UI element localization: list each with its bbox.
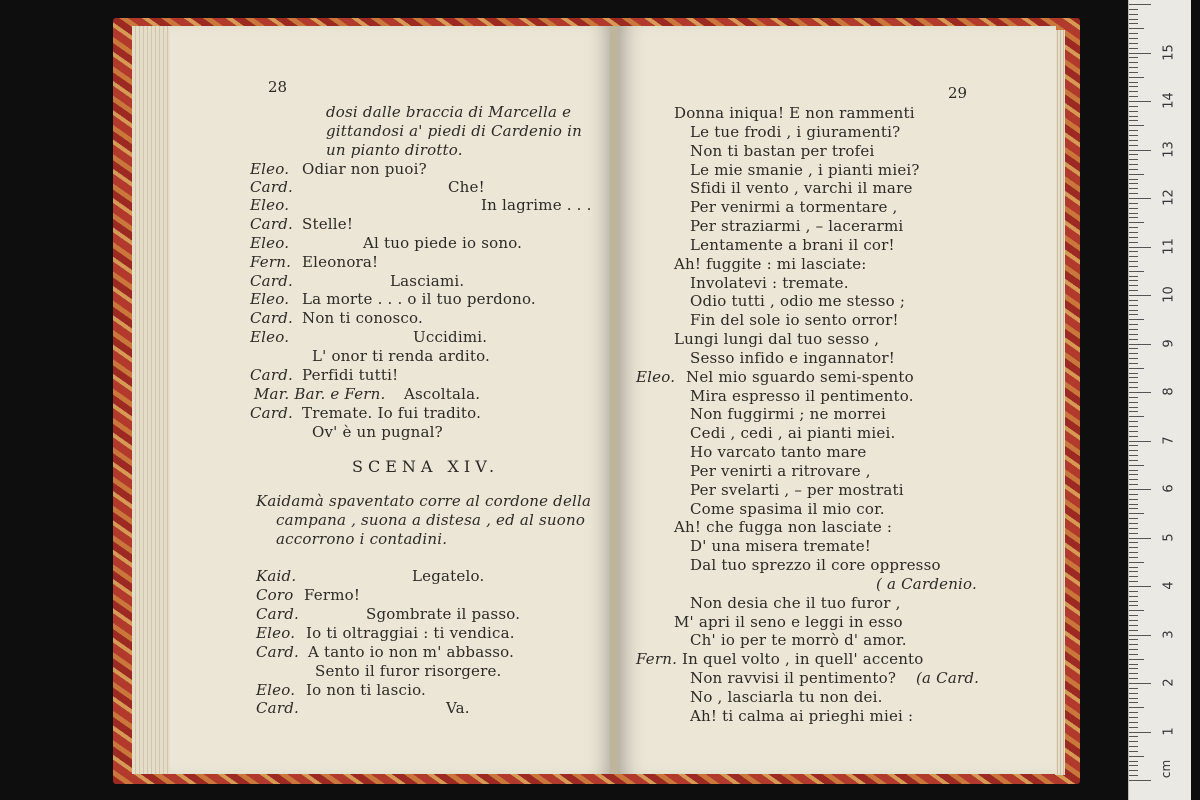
ruler-number: 4: [1161, 581, 1177, 590]
ruler-number: 3: [1161, 629, 1177, 639]
ruler-tick: [1129, 266, 1138, 267]
ruler-number: 9: [1161, 338, 1177, 348]
ruler-tick: [1129, 736, 1138, 737]
ruler-tick: [1129, 373, 1138, 374]
speaker-label: Eleo.: [250, 290, 290, 308]
page-number-left: 28: [268, 78, 288, 96]
ruler-number: 8: [1161, 387, 1177, 396]
verse-line: Ho varcato tanto mare: [690, 443, 867, 461]
verse-line: Dal tuo sprezzo il core oppresso: [690, 556, 941, 574]
ruler-tick: [1129, 82, 1138, 83]
dialogue-line: Eleonora!: [302, 253, 379, 271]
ruler-tick: [1129, 664, 1138, 665]
ruler-tick: [1129, 552, 1138, 553]
verse-line: Non ti bastan per trofei: [690, 142, 875, 160]
speaker-label: Card.: [250, 366, 293, 384]
ruler-tick: [1129, 732, 1151, 733]
ruler-tick: [1129, 101, 1151, 102]
verse-line: Per venirti a ritrovare ,: [690, 462, 871, 480]
verse-line: Le tue frodi , i giuramenti?: [690, 123, 901, 141]
dialogue-line: Sgombrate il passo.: [366, 605, 521, 623]
ruler-tick: [1129, 96, 1138, 97]
ruler-tick: [1129, 150, 1151, 151]
dialogue-line: Va.: [446, 699, 470, 717]
verse-line: Fin del sole io sento orror!: [690, 311, 899, 329]
ruler-tick: [1129, 57, 1138, 58]
aside-direction: (a Card.: [916, 669, 980, 687]
ruler-tick: [1129, 300, 1138, 301]
ruler-tick: [1129, 765, 1138, 766]
dialogue-line: L' onor ti renda ardito.: [312, 347, 491, 365]
ruler-tick: [1129, 247, 1151, 248]
ruler-tick: [1129, 169, 1138, 170]
ruler-tick: [1129, 649, 1138, 650]
ruler-tick: [1129, 271, 1144, 272]
dialogue-line: Sento il furor risorgere.: [315, 662, 502, 680]
ruler-tick: [1129, 290, 1138, 291]
ruler-tick: [1129, 329, 1138, 330]
ruler-tick: [1129, 499, 1138, 500]
ruler-tick: [1129, 106, 1138, 107]
ruler-tick: [1129, 693, 1138, 694]
speaker-label: Card.: [250, 178, 293, 196]
ruler-number: 2: [1161, 678, 1177, 687]
verse-line: M' apri il seno e leggi in esso: [674, 613, 903, 631]
ruler-tick: [1129, 411, 1138, 412]
verse-line: Odio tutti , odio me stesso ;: [690, 292, 906, 310]
dialogue-line: In lagrime . . .: [481, 196, 592, 214]
scene-heading: SCENA XIV.: [352, 457, 500, 476]
right-page: [618, 26, 1056, 774]
ruler-tick: [1129, 581, 1138, 582]
dialogue-line: Fermo!: [304, 586, 361, 604]
ruler-number: 7: [1161, 435, 1177, 445]
speaker-label: Card.: [250, 215, 293, 233]
ruler-tick: [1129, 518, 1138, 519]
dialogue-line: Ov' è un pugnal?: [312, 423, 443, 441]
dialogue-line: Legatelo.: [412, 567, 485, 585]
ruler-tick: [1129, 237, 1138, 238]
ruler-tick: [1129, 460, 1138, 461]
dialogue-line: Non ti conosco.: [302, 309, 423, 327]
ruler-tick: [1129, 620, 1138, 621]
dialogue-line: Io ti oltraggiai : ti vendica.: [306, 624, 515, 642]
dialogue-line: Stelle!: [302, 215, 354, 233]
ruler-tick: [1129, 591, 1138, 592]
verse-line: Nel mio sguardo semi-spento: [686, 368, 914, 386]
ruler-tick: [1129, 358, 1138, 359]
verse-line: Cedi , cedi , ai pianti miei.: [690, 424, 896, 442]
dialogue-line: Che!: [448, 178, 485, 196]
ruler-tick: [1129, 513, 1144, 514]
ruler-tick: [1129, 213, 1138, 214]
aside-direction: ( a Cardenio.: [876, 575, 977, 593]
ruler-number: 15: [1161, 43, 1177, 61]
ruler-tick: [1129, 673, 1138, 674]
ruler-tick: [1129, 727, 1138, 728]
ruler-tick: [1129, 504, 1138, 505]
ruler-tick: [1129, 654, 1138, 655]
ruler-number: 10: [1161, 286, 1177, 303]
ruler-tick: [1129, 702, 1138, 703]
ruler-tick: [1129, 722, 1138, 723]
speaker-label: Kaid.: [256, 567, 297, 585]
ruler-tick: [1129, 334, 1138, 335]
dialogue-line: A tanto io non m' abbasso.: [308, 643, 515, 661]
ruler-number: 6: [1161, 484, 1177, 493]
ruler-tick: [1129, 668, 1138, 669]
ruler-tick: [1129, 86, 1138, 87]
verse-line: Non ravvisi il pentimento?: [690, 669, 897, 687]
speaker-label: Eleo.: [250, 234, 290, 252]
ruler-tick: [1129, 508, 1138, 509]
ruler-tick: [1129, 479, 1138, 480]
verse-line: Per venirmi a tormentare ,: [690, 198, 898, 216]
ruler-tick: [1129, 53, 1151, 54]
ruler-tick: [1129, 596, 1138, 597]
ruler-tick: [1129, 135, 1138, 136]
ruler-tick: [1129, 741, 1138, 742]
speaker-label: Card.: [250, 309, 293, 327]
dialogue-line: Al tuo piede io sono.: [363, 234, 523, 252]
ruler-tick: [1129, 431, 1138, 432]
ruler-tick: [1129, 130, 1138, 131]
ruler-tick: [1129, 630, 1138, 631]
dialogue-line: Ascoltala.: [404, 385, 481, 403]
verse-line: Mira espresso il pentimento.: [690, 387, 914, 405]
ruler-tick: [1129, 775, 1138, 776]
ruler-tick: [1129, 19, 1138, 20]
page-number-right: 29: [948, 84, 968, 102]
speaker-label: Card.: [256, 605, 299, 623]
ruler-tick: [1129, 751, 1138, 752]
speaker-label: Coro: [256, 586, 294, 604]
ruler-tick: [1129, 164, 1138, 165]
speaker-label: Card.: [250, 404, 293, 422]
ruler-tick: [1129, 450, 1138, 451]
ruler-tick: [1129, 38, 1138, 39]
ruler-tick: [1129, 387, 1138, 388]
speaker-label: Fern.: [636, 650, 678, 668]
verse-line: Ah! fuggite : mi lasciate:: [674, 255, 867, 273]
verse-line: Involatevi : tremate.: [690, 274, 849, 292]
ruler-tick: [1129, 217, 1138, 218]
ruler-tick: [1129, 678, 1138, 679]
dialogue-line: Io non ti lascio.: [306, 681, 427, 699]
ruler-number: 12: [1161, 189, 1177, 206]
stage-direction-line: gittandosi a' piedi di Cardenio in: [326, 122, 582, 140]
ruler-tick: [1129, 601, 1138, 602]
speaker-label: Eleo.: [250, 328, 290, 346]
ruler-tick: [1129, 261, 1138, 262]
ruler-tick: [1129, 67, 1138, 68]
speaker-label: Eleo.: [256, 681, 296, 699]
ruler-tick: [1129, 644, 1138, 645]
verse-line: Le mie smanie , i pianti miei?: [690, 161, 920, 179]
ruler-tick: [1129, 116, 1138, 117]
ruler-tick: [1129, 9, 1138, 10]
ruler-number: 14: [1161, 92, 1177, 109]
ruler-tick: [1129, 344, 1151, 345]
ruler-tick: [1129, 140, 1138, 141]
ruler-tick: [1129, 605, 1138, 606]
ruler-tick: [1129, 756, 1144, 757]
verse-line: Per straziarmi , – lacerarmi: [690, 217, 904, 235]
ruler-tick: [1129, 154, 1138, 155]
ruler-tick: [1129, 91, 1138, 92]
ruler-tick: [1129, 635, 1151, 636]
ruler-tick: [1129, 639, 1138, 640]
verse-line: Non fuggirmi ; ne morrei: [690, 405, 886, 423]
stage-direction-line: campana , suona a distesa , ed al suono: [276, 511, 586, 529]
stage-direction-line: Kaidamà spaventato corre al cordone della: [256, 492, 592, 510]
stage-direction-line: accorrono i contadini.: [276, 530, 448, 548]
ruler-tick: [1129, 528, 1138, 529]
ruler-tick: [1129, 397, 1138, 398]
ruler-tick: [1129, 251, 1138, 252]
verse-line: D' una misera tremate!: [690, 537, 872, 555]
ruler-tick: [1129, 770, 1138, 771]
ruler-tick: [1129, 348, 1138, 349]
verse-line: Non desia che il tuo furor ,: [690, 594, 901, 612]
ruler-tick: [1129, 72, 1138, 73]
ruler-tick: [1129, 208, 1138, 209]
ruler-tick: [1129, 310, 1138, 311]
speaker-label: Eleo.: [250, 196, 290, 214]
ruler-tick: [1129, 470, 1138, 471]
ruler-tick: [1129, 183, 1138, 184]
ruler-tick: [1129, 780, 1151, 781]
ruler-tick: [1129, 402, 1138, 403]
ruler-tick: [1129, 305, 1138, 306]
speaker-label: Eleo.: [250, 160, 290, 178]
ruler-tick: [1129, 43, 1138, 44]
ruler-tick: [1129, 120, 1138, 121]
ruler-tick: [1129, 421, 1138, 422]
ruler-tick: [1129, 707, 1144, 708]
speaker-label: Eleo.: [256, 624, 296, 642]
dialogue-line: Tremate. Io fui tradito.: [302, 404, 482, 422]
ruler-tick: [1129, 542, 1138, 543]
ruler-tick: [1129, 576, 1138, 577]
ruler-tick: [1129, 179, 1138, 180]
page-edges-left: [132, 26, 172, 774]
ruler-tick: [1129, 14, 1138, 15]
ruler-tick: [1129, 111, 1138, 112]
measuring-ruler: [1128, 0, 1191, 800]
speaker-label: Mar. Bar. e Fern.: [254, 385, 386, 403]
ruler-tick: [1129, 77, 1144, 78]
ruler-tick: [1129, 276, 1138, 277]
ruler-tick: [1129, 523, 1138, 524]
ruler-tick: [1129, 567, 1138, 568]
ruler-tick: [1129, 571, 1138, 572]
ruler-tick: [1129, 712, 1138, 713]
verse-line: Sfidi il vento , varchi il mare: [690, 179, 913, 197]
ruler-tick: [1129, 368, 1144, 369]
ruler-tick: [1129, 538, 1151, 539]
verse-line: Donna iniqua! E non rammenti: [674, 104, 915, 122]
dialogue-line: Lasciami.: [390, 272, 465, 290]
ruler-tick: [1129, 48, 1138, 49]
ruler-tick: [1129, 562, 1144, 563]
ruler-tick: [1129, 280, 1138, 281]
ruler-tick: [1129, 23, 1138, 24]
verse-line: Ah! ti calma ai prieghi miei :: [690, 707, 914, 725]
ruler-tick: [1129, 455, 1138, 456]
ruler-tick: [1129, 256, 1138, 257]
ruler-tick: [1129, 659, 1144, 660]
dialogue-line: La morte . . . o il tuo perdono.: [302, 290, 536, 308]
ruler-tick: [1129, 319, 1144, 320]
ruler-tick: [1129, 717, 1138, 718]
ruler-tick: [1129, 436, 1138, 437]
ruler-tick: [1129, 426, 1138, 427]
verse-line: Per svelarti , – per mostrati: [690, 481, 904, 499]
ruler-tick: [1129, 203, 1138, 204]
ruler-number: 5: [1161, 532, 1177, 542]
verse-line: Lentamente a brani il cor!: [690, 236, 895, 254]
ruler-tick: [1129, 484, 1138, 485]
ruler-tick: [1129, 445, 1138, 446]
ruler-tick: [1129, 339, 1138, 340]
ruler-tick: [1129, 285, 1138, 286]
ruler-tick: [1129, 533, 1138, 534]
dialogue-line: Perfidi tutti!: [302, 366, 399, 384]
stage-direction-line: dosi dalle braccia di Marcella e: [326, 103, 572, 121]
ruler-tick: [1129, 188, 1138, 189]
ruler-tick: [1129, 688, 1138, 689]
ruler-tick: [1129, 382, 1138, 383]
ruler-tick: [1129, 761, 1138, 762]
ruler-tick: [1129, 145, 1138, 146]
ruler-tick: [1129, 441, 1151, 442]
ruler-tick: [1129, 557, 1138, 558]
ruler-tick: [1129, 615, 1138, 616]
ruler-tick: [1129, 586, 1151, 587]
verse-line: Lungi lungi dal tuo sesso ,: [674, 330, 880, 348]
ruler-tick: [1129, 227, 1138, 228]
ruler-tick: [1129, 232, 1138, 233]
ruler-number: 13: [1161, 140, 1177, 158]
ruler-tick: [1129, 125, 1144, 126]
ruler-tick: [1129, 416, 1144, 417]
ruler-number: 1: [1161, 726, 1177, 736]
ruler-tick: [1129, 698, 1138, 699]
ruler-tick: [1129, 407, 1138, 408]
ruler-tick: [1129, 494, 1138, 495]
ruler-tick: [1129, 4, 1151, 5]
speaker-label: Card.: [256, 699, 299, 717]
ruler-tick: [1129, 489, 1151, 490]
ruler-number: 11: [1161, 237, 1177, 255]
ruler-tick: [1129, 295, 1151, 296]
ruler-tick: [1129, 198, 1151, 199]
page-edges-right: [1055, 30, 1065, 775]
ruler-tick: [1129, 353, 1138, 354]
speaker-label: Fern.: [250, 253, 292, 271]
ruler-tick: [1129, 33, 1138, 34]
ruler-tick: [1129, 324, 1138, 325]
ruler-tick: [1129, 222, 1144, 223]
speaker-label: Card.: [250, 272, 293, 290]
verse-line: Ah! che fugga non lasciate :: [674, 518, 893, 536]
verse-line: No , lasciarla tu non dei.: [690, 688, 883, 706]
ruler-tick: [1129, 193, 1138, 194]
speaker-label: Card.: [256, 643, 299, 661]
ruler-tick: [1129, 377, 1138, 378]
ruler-tick: [1129, 314, 1138, 315]
ruler-unit: cm: [1159, 759, 1174, 779]
ruler-tick: [1129, 363, 1138, 364]
stage-direction-line: un pianto dirotto.: [326, 141, 463, 159]
ruler-tick: [1129, 474, 1138, 475]
ruler-tick: [1129, 625, 1138, 626]
ruler-tick: [1129, 610, 1144, 611]
ruler-tick: [1129, 465, 1144, 466]
ruler-tick: [1129, 159, 1138, 160]
verse-line: Come spasima il mio cor.: [690, 500, 885, 518]
ruler-tick: [1129, 28, 1144, 29]
speaker-label: Eleo.: [636, 368, 676, 386]
ruler-tick: [1129, 392, 1151, 393]
ruler-tick: [1129, 683, 1151, 684]
verse-line: In quel volto , in quell' accento: [682, 650, 924, 668]
verse-line: Sesso infido e ingannator!: [690, 349, 895, 367]
ruler-tick: [1129, 62, 1138, 63]
dialogue-line: Odiar non puoi?: [302, 160, 427, 178]
ruler-tick: [1129, 242, 1138, 243]
left-page: [170, 26, 613, 774]
ruler-tick: [1129, 174, 1144, 175]
ruler-tick: [1129, 746, 1138, 747]
ruler-tick: [1129, 547, 1138, 548]
verse-line: Ch' io per te morrò d' amor.: [690, 631, 907, 649]
dialogue-line: Uccidimi.: [413, 328, 488, 346]
